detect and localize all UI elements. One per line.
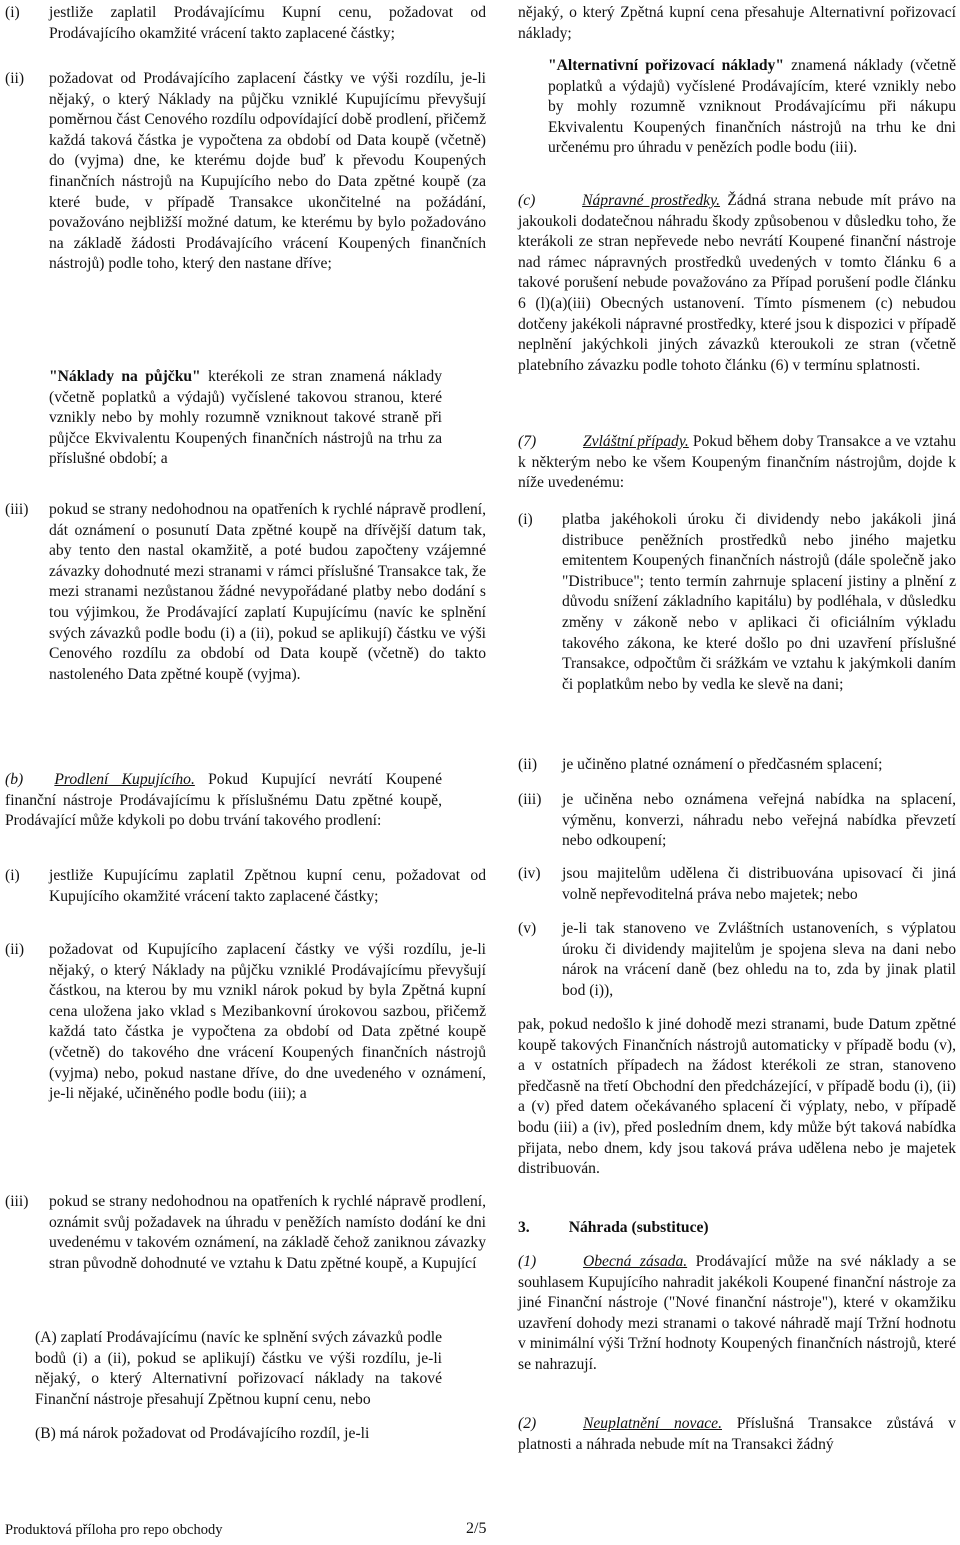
definition-alternativni — [548, 56, 956, 159]
defined-term: "Alternativní pořizovací náklady" — [548, 57, 784, 74]
section-text: Příslušná Transakce zůstává v platnosti a náhrada nebude mít na Transakci žádný — [518, 1415, 956, 1453]
definition-text: znamená náklady (včetně poplatků a výdajů) vyčíslené Prodávajícím, které vznikly nebo by mohly rozumně vzniknout Prodávajícímu při nákupu Ekvivalentu Koupených finančních nástrojů na trhu ke dni určenému pro úhradu v penězích podle bodu (iii). — [548, 57, 956, 157]
definition-naklady — [5, 367, 442, 470]
list-item-b-A: (A) zaplatí Prodávajícímu (navíc ke splnění svých závazků podle bodů (i) a (ii), pokud se aplikují) částku ve výši rozdílu, je-li nějaký, o který Alternativní pořizovací náklady na takové Finanční nástroje přesahují Zpětnou kupní cenu, nebo — [35, 1329, 442, 1408]
item-number: (iv) — [518, 865, 541, 882]
list-item-b-ii — [5, 940, 486, 1105]
section-text: Prodávající může na své náklady a se souhlasem Kupujícího nahradit jakékoli Koupené finanční nástroje za jiné Finanční nástroje ("Nové finanční nástroje"), které v okamžiku uzavření dohody mezi stranami o takové náhradě mají Tržní hodnotu v minimální výši Tržní hodnoty Koupených finančních nástrojů, které se nahrazují. — [518, 1253, 956, 1373]
definition-text: kterékoli ze stran znamená náklady (včetně poplatků a výdajů) vyčíslené takovou stranou, které vznikly nebo by mohly rozumně vzniknout takové straně při půjčce Ekvivalentu Koupených finančních nástrojů na trhu za příslušné období; a — [49, 368, 442, 468]
item-number: (ii) — [5, 941, 25, 958]
list-item-7-iii — [518, 790, 956, 852]
section-c — [518, 191, 956, 376]
item-text: pokud se strany nedohodnou na opatřeních k rychlé nápravě prodlení, dát oznámení o posunutí Data zpětné koupě na dřívější datum tak, aby tento den nastal okamžitě, a poté budou započteny vzájemné závazky dohodnuté mezi stranami v rámci příslušné Transakce tak, že mezi stranami nezůstanou žádné nevypořádané platby nebo dodání s tou výjimkou, že Prodávající zaplatí Kupujícímu (navíc ke splnění svých závazků podle bodu (i) a (ii), pokud se aplikují) částku ve výši Cenového rozdílu za období od Data koupě (včetně) do takto nastoleného Data zpětné koupě (vyjma). — [49, 501, 486, 683]
item-text: je-li tak stanoveno ve Zvláštních ustanoveních, s výplatou úroku či dividendy majitelům je spojena sleva na dani nebo nárok na vrácení daně (bez ohledu na to, zda by jinak platil bod (i)), — [562, 920, 956, 999]
item-number: (iii) — [5, 1193, 29, 1210]
item-number: (v) — [518, 920, 537, 937]
item-text: je učiněno platné oznámení o předčasném splacení; — [562, 756, 883, 773]
item-text: pokud se strany nedohodnou na opatřeních k rychlé nápravě prodlení, oznámit svůj požadavek na úhradu v peněžích namísto dodání ke dni uvedenému v takovém oznámení, na základě čehož zaniknou závazky stran původně dohodnuté ve vztahu k Datu zpětné koupě, a Kupující — [49, 1193, 486, 1272]
list-item-a-iii — [5, 500, 486, 685]
list-item-a-i — [5, 3, 486, 44]
section-title: Nápravné prostředky. — [582, 192, 721, 209]
section-title: Náhrada (substituce) — [568, 1219, 709, 1236]
section-title: Neuplatnění novace. — [582, 1415, 722, 1432]
section-label: (2) — [518, 1415, 537, 1432]
section-title: Zvláštní případy. — [582, 433, 689, 450]
section-label: (1) — [518, 1253, 537, 1270]
list-item-7-v — [518, 919, 956, 1001]
section-label: (b) — [5, 771, 24, 788]
item-number: (ii) — [5, 70, 25, 87]
footer-title: Produktová příloha pro repo obchody — [5, 1522, 223, 1538]
item-text: jestliže zaplatil Prodávajícímu Kupní cenu, požadovat od Prodávajícího okamžité vrácení takto zaplacené částky; — [49, 4, 486, 42]
section-text: Žádná strana nebude mít právo na jakoukoli dodatečnou náhradu škody způsobenou v důsledku toho, že kterákoli ze stran nepřevede nebo nevrátí Koupené finanční nástroje nad rámec nápravných prostředků uvedených v tomto článku 6 a takové porušení nebude považováno za Případ porušení podle článku 6 (l)(a)(iii) Obecných ustanovení. Tímto písmenem (c) nebudou dotčeny jakékoli nápravné prostředky, které jsou k dispozici v případě neplnění jakýchkoli jiných závazků kteroukoli ze stran (včetně platebního závazku podle tohoto článku (6) v termínu splatnosti. — [518, 192, 956, 374]
item-text: požadovat od Prodávajícího zaplacení částky ve výši rozdílu, je-li nějaký, o který Náklady na půjčku vzniklé Kupujícímu převyšují poměrnou část Cenového rozdílu odpovídající době prodlení, přičemž každá taková částka je vypočtena za období od Data koupě (včetně) do (vyjma) dne, ke kterému dojde buď k převodu Koupených finančních nástrojů na Kupujícího nebo do Data zpětné koupě (za které bude, v případě Transakce ukončitelné na požádání, považováno nejbližší možné datum, ke kterému by bylo požadováno na základě žádosti Prodávajícího vrácení Koupených finančních nástrojů) podle toho, který den nastane dříve; — [49, 70, 486, 273]
list-item-7-iv — [518, 864, 956, 905]
item-text: jsou majitelům udělena či distribuována upisovací či jiná volně nepřevoditelná práva nebo majetek; nebo — [562, 865, 956, 903]
section-number: 3. — [518, 1219, 530, 1236]
section-b-heading — [5, 770, 442, 832]
list-item-a-ii — [5, 69, 486, 275]
section-label: (7) — [518, 433, 537, 450]
list-item-7-ii — [518, 755, 956, 776]
section-label: (c) — [518, 192, 536, 209]
list-item-b-iii — [5, 1192, 486, 1274]
section-3-heading — [518, 1218, 956, 1239]
item-number: (i) — [5, 4, 20, 21]
page-number: 2/5 — [466, 1520, 487, 1537]
section-3-2 — [518, 1414, 956, 1455]
section-title: Prodlení Kupujícího. — [54, 771, 195, 788]
item-number: (i) — [5, 867, 20, 884]
item-number: (iii) — [5, 501, 29, 518]
section-3-1 — [518, 1252, 956, 1376]
section-7-conclusion: pak, pokud nedošlo k jiné dohodě mezi stranami, bude Datum zpětné koupě takových Finančních nástrojů automaticky v případě bodu (v), a v ostatních případech na žádost kterékoli ze stran, stanoveno předčasně na třetí Obchodní den předcházející, v případě bodu (i), (ii) a (v) před datem očekávaného splacení či výplaty, nebo, v případě bodu (iii) a (iv), před posledním dnem, kdy může být taková nabídka přijata, nebo dnem, kdy jsou taková práva udělena nebo je majetek distribuován. — [518, 1016, 956, 1178]
list-item-7-i — [518, 510, 956, 695]
item-number: (ii) — [518, 756, 538, 773]
item-text: je učiněna nebo oznámena veřejná nabídka na splacení, výměnu, konverzi, náhradu nebo veřejná nabídka převzetí nebo odkoupení; — [562, 791, 956, 850]
section-text: Pokud Kupující nevrátí Koupené finanční nástroje Prodávajícímu k příslušnému Datu zpětné koupě, Prodávající může kdykoli po dobu trvání takového prodlení: — [5, 771, 442, 830]
section-text: Pokud během doby Transakce a ve vztahu k některým nebo ke všem Koupeným finančním nástrojům, dojde k níže uvedenému: — [518, 433, 957, 492]
section-7 — [518, 432, 956, 494]
continued-text: nějaký, o který Zpětná kupní cena přesahuje Alternativní pořizovací náklady; — [518, 4, 956, 42]
list-item-b-i — [5, 866, 486, 907]
list-item-b-B: (B) má nárok požadovat od Prodávajícího rozdíl, je-li — [35, 1425, 370, 1442]
item-number: (iii) — [518, 791, 542, 808]
defined-term: "Náklady na půjčku" — [49, 368, 201, 385]
item-text: platba jakéhokoli úroku či dividendy nebo jakákoli jiná distribuce peněžních prostředků nebo jiného majetku emitentem Koupených finančních nástrojů (dále společně jako "Distribuce"; tento termín zahrnuje splacení jistiny a plnění z důvodu snížení základního kapitálu) by podléhala, v důsledku změny v zákoně nebo v aplikaci či oficiálním výkladu takového zákona, ke které došlo po dni uzavření příslušné Transakce, odpočtům či srážkám ve vztahu k jakýmkoli daním či poplatkům nebo by vedla ke slevě na dani; — [562, 511, 956, 693]
item-text: jestliže Kupujícímu zaplatil Zpětnou kupní cenu, požadovat od Kupujícího okamžité vrácení takto zaplacené částky; — [49, 867, 486, 905]
item-text: požadovat od Kupujícího zaplacení částky ve výši rozdílu, je-li nějaký, o který Náklady na půjčku vzniklé Prodávajícímu převyšují částkou, na kterou by mu vznikl nárok pokud by byla Zpětná kupní cena uložena jako vklad s Mezibankovní úrokovou sazbou, přičemž každá tato částka je vypočtena za období od Data zpětné koupě (včetně) do takového dne vrácení Koupených finančních nástrojů (vyjma) nebo, pokud nastane dříve, do dne uvedeného v oznámení, je-li nějaké, učiněného podle bodu (iii); a — [49, 941, 486, 1103]
section-title: Obecná zásada. — [582, 1253, 688, 1270]
item-number: (i) — [518, 511, 533, 528]
